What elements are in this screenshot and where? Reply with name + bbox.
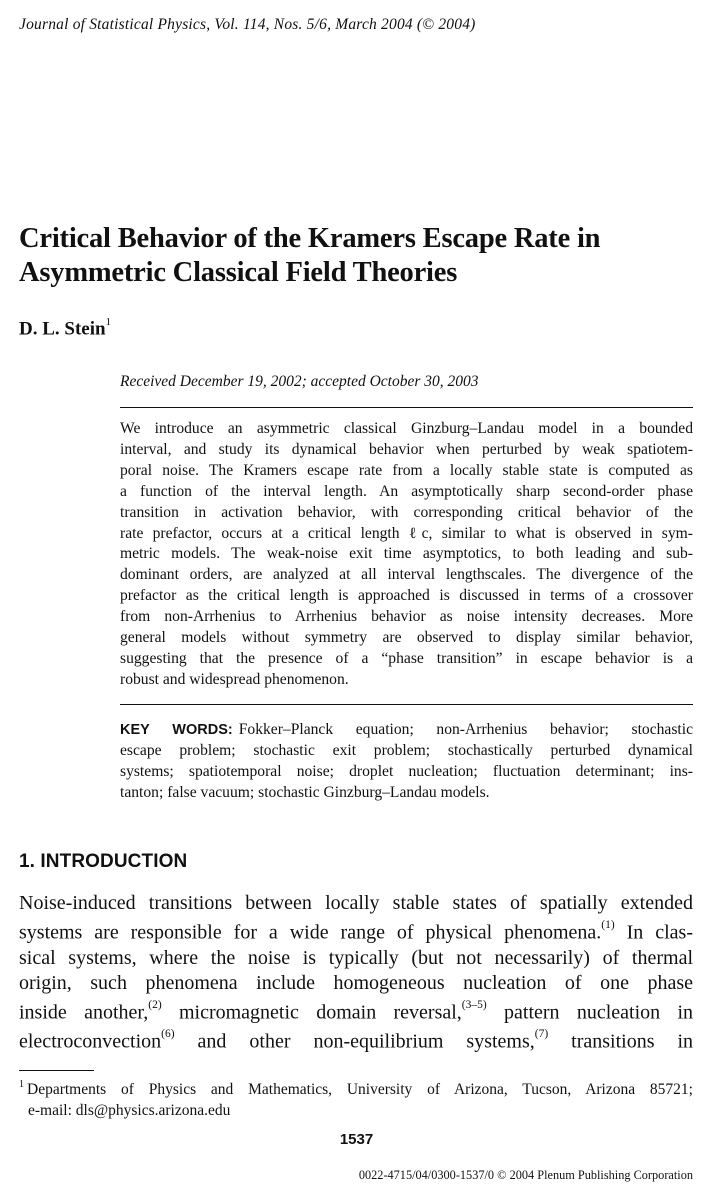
body-line xyxy=(19,916,693,946)
footnote-mark: 1 xyxy=(19,1079,24,1090)
body-text-run: inside another, xyxy=(19,1001,149,1024)
abstract-line: robust and widespread phenomenon. xyxy=(120,670,349,688)
body-text-run: Noise-induced transitions between locally stable states of spatially extended xyxy=(19,892,693,914)
title-line: Critical Behavior of the Kramers Escape Rate in xyxy=(19,223,601,254)
keywords xyxy=(120,720,693,804)
citation-ref: (6) xyxy=(161,1028,175,1041)
section-heading: 1. INTRODUCTION xyxy=(19,851,188,872)
abstract-line: dominant orders, are analyzed at all interval lengthscales. The divergence of the xyxy=(120,566,693,584)
received-dates: Received December 19, 2002; accepted October 30, 2003 xyxy=(120,373,479,390)
body-text-run: pattern nucleation in xyxy=(486,1001,693,1024)
footnote xyxy=(19,1075,693,1121)
citation-ref: (1) xyxy=(601,919,615,931)
keywords-text: Fokker–Planck equation; non-Arrhenius behavior; stochastic xyxy=(238,721,693,738)
abstract-line: metric models. The weak-noise exit time asymptotics, to both leading and sub- xyxy=(120,545,693,563)
page-number xyxy=(0,1131,713,1148)
abstract-line: a function of the interval length. An asymptotically sharp second-order phase xyxy=(120,482,693,500)
author-line xyxy=(19,318,111,340)
body-line xyxy=(19,1025,693,1055)
keywords-line: systems; spatiotemporal noise; droplet nucleation; fluctuation determinant; ins- xyxy=(120,762,693,780)
body-line xyxy=(19,891,693,916)
abstract-line: transition in activation behavior, with corresponding critical behavior of the xyxy=(120,503,693,521)
footnote-email: e-mail: dls@physics.arizona.edu xyxy=(28,1102,231,1120)
journal-header: Journal of Statistical Physics, Vol. 114, Nos. 5/6, March 2004 (© 2004) xyxy=(19,16,476,33)
citation-ref: (2) xyxy=(148,998,162,1011)
citation-ref: (7) xyxy=(534,1028,549,1041)
footnote-rule xyxy=(19,1070,94,1071)
keywords-line xyxy=(120,720,693,741)
body-line xyxy=(19,946,693,971)
title-line: Asymmetric Classical Field Theories xyxy=(19,257,458,288)
abstract xyxy=(120,419,693,691)
author-footnote-mark: 1 xyxy=(105,316,112,328)
body-text-run: and other non-equilibrium systems, xyxy=(174,1030,535,1053)
keywords-line: escape problem; stochastic exit problem; stochastically perturbed dynamical xyxy=(120,741,693,759)
footnote-affiliation: Departments of Physics and Mathematics, University of Arizona, Tucson, Arizona 85721; xyxy=(27,1081,693,1099)
abstract-line: from non-Arrhenius to Arrhenius behavior as noise intensity decreases. More xyxy=(120,608,693,626)
page-number-text: 1537 xyxy=(339,1131,374,1148)
abstract-bottom-rule xyxy=(120,704,693,705)
abstract-line: prefactor as the critical length is approached is discussed in terms of a crossover xyxy=(120,587,693,605)
citation-ref: (3–5) xyxy=(461,998,487,1011)
abstract-line: poral noise. The Kramers escape rate from a locally stable state is computed as xyxy=(120,461,693,479)
body-text-run: micromagnetic domain reversal, xyxy=(161,1001,462,1024)
footnote-line-1 xyxy=(19,1075,693,1100)
body-line xyxy=(19,971,693,996)
copyright-line: 0022-4715/04/0300-1537/0 © 2004 Plenum Publishing Corporation xyxy=(358,1168,693,1182)
body-text-run: systems are responsible for a wide range of physical phenomena. xyxy=(19,921,602,944)
body-text-run: electroconvection xyxy=(19,1030,162,1053)
body-text-run: origin, such phenomena include homogeneous nucleation of one phase xyxy=(19,971,693,994)
abstract-top-rule xyxy=(120,407,693,408)
body-text-run: sical systems, where the noise is typically (but not necessarily) of thermal xyxy=(19,946,693,969)
body-text-run: In clas- xyxy=(614,921,693,944)
abstract-line: We introduce an asymmetric classical Ginzburg–Landau model in a bounded xyxy=(120,420,693,437)
abstract-line: suggesting that the presence of a “phase transition” in escape behavior is a xyxy=(120,649,693,667)
author-name: D. L. Stein xyxy=(19,318,106,340)
keywords-heading: KEY WORDS: xyxy=(120,722,233,738)
body-text xyxy=(19,891,693,1055)
abstract-line: rate prefactor, occurs at a critical length ℓc, similar to what is observed in sym- xyxy=(120,524,693,542)
body-line xyxy=(19,996,693,1026)
abstract-line: general models without symmetry are observed to display similar behavior, xyxy=(120,629,693,647)
article-title xyxy=(19,222,699,290)
body-text-run: transitions in xyxy=(548,1030,693,1053)
keywords-line: tanton; false vacuum; stochastic Ginzburg–Landau models. xyxy=(120,783,490,801)
abstract-line: interval, and study its dynamical behavior when perturbed by weak spatiotem- xyxy=(120,440,693,458)
